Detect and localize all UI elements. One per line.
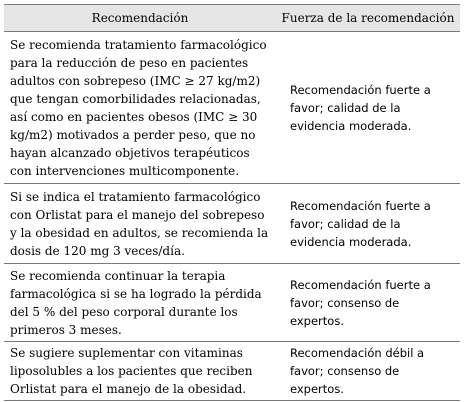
- strength-cell: Recomendación fuerte a favor; consenso de expertos.: [276, 264, 460, 342]
- recommendation-cell: Se recomienda tratamiento farmacológico para la reducción de peso en pacientes adultos con sobrepeso (IMC ≥ 27 kg/m2) que tengan comorbilidades relacionadas, así como en pacientes obesos (IMC ≥ 30 kg/m2) motivados a perder peso, que no hayan alcanzado objetivos terapéuticos con intervenciones multicomponente.: [4, 32, 276, 184]
- table-row: [4, 32, 460, 184]
- table-row: [4, 184, 460, 264]
- header-recommendation: Recomendación: [4, 5, 276, 32]
- strength-cell: Recomendación débil a favor; consenso de expertos.: [276, 342, 460, 401]
- header-strength: Fuerza de la recomendación: [276, 5, 460, 32]
- table-row: [4, 264, 460, 342]
- recommendation-cell: Se sugiere suplementar con vitaminas liposolubles a los pacientes que reciben Orlistat para el manejo de la obesidad.: [4, 342, 276, 401]
- table-row: [4, 342, 460, 401]
- recommendations-table: [4, 4, 460, 401]
- strength-cell: Recomendación fuerte a favor; calidad de la evidencia moderada.: [276, 32, 460, 184]
- strength-cell: Recomendación fuerte a favor; calidad de la evidencia moderada.: [276, 184, 460, 264]
- table-header-row: [4, 5, 460, 32]
- recommendation-cell: Si se indica el tratamiento farmacológico con Orlistat para el manejo del sobrepeso y la obesidad en adultos, se recomienda la dosis de 120 mg 3 veces/día.: [4, 184, 276, 264]
- recommendation-cell: Se recomienda continuar la terapia farmacológica si se ha logrado la pérdida del 5 % del peso corporal durante los primeros 3 meses.: [4, 264, 276, 342]
